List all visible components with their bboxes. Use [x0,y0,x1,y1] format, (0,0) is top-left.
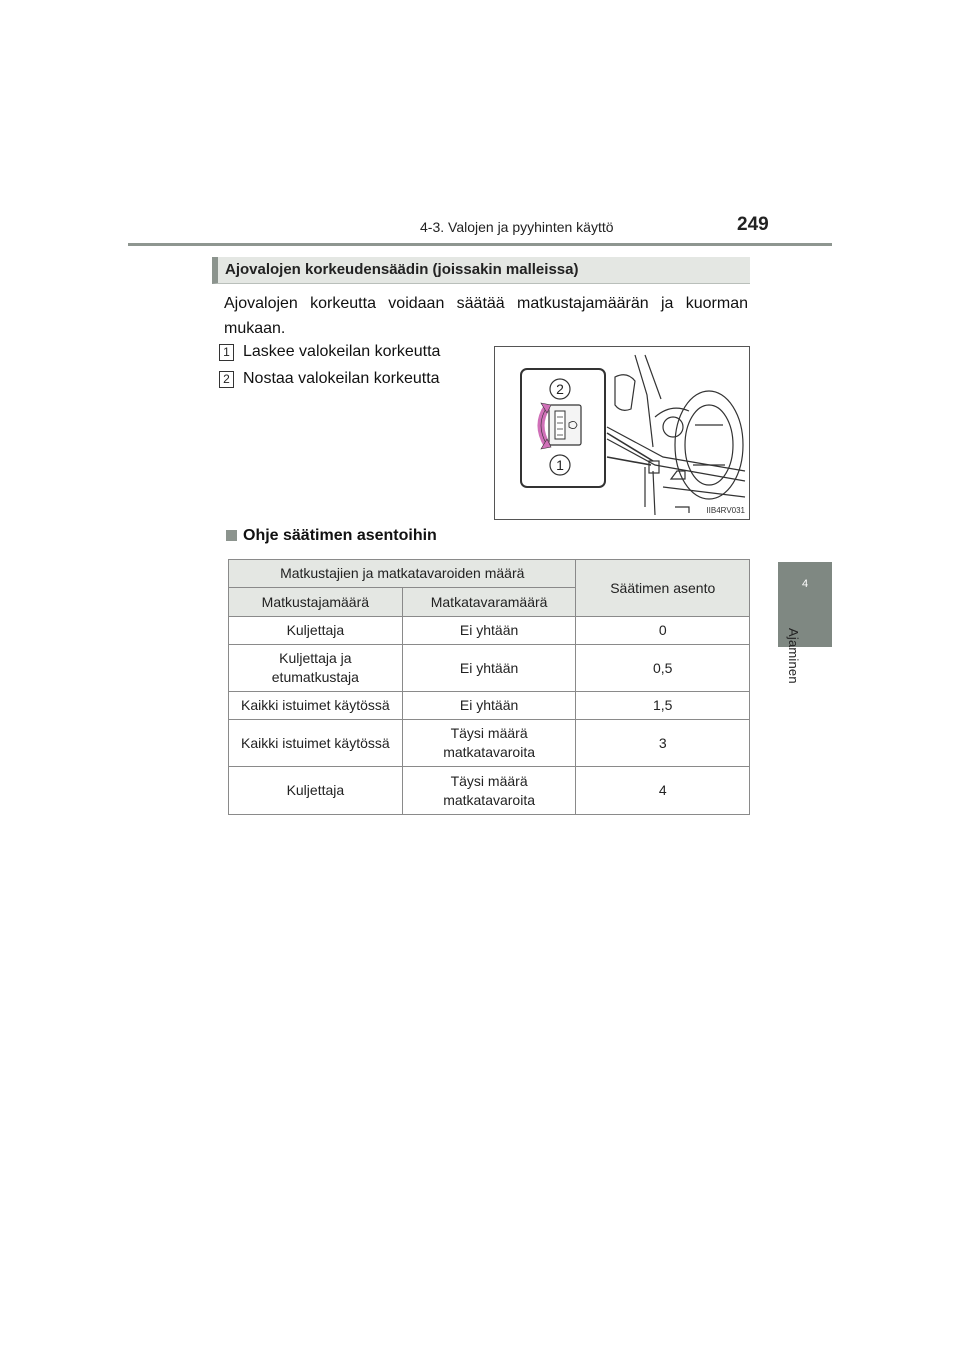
cell-luggage: Ei yhtään [402,692,576,720]
header-group-cell: Matkustajien ja matkatavaroiden määrä [229,560,576,588]
section-title: Ajovalojen korkeudensäädin (joissakin malleissa) [225,261,579,278]
table-row [229,692,750,720]
header-passengers-cell: Matkustajamäärä [229,588,403,617]
header-rule [128,243,832,246]
item-number-1: 1 [219,344,234,361]
figure-callout-2: 2 [556,381,564,397]
cell-passengers: Kuljettaja [229,767,403,815]
cell-position: 0 [576,617,750,645]
page-number: 249 [737,214,769,235]
chapter-label [786,628,802,698]
chapter-number: 4 [801,578,809,590]
section-title-bar [212,257,750,284]
subheading: Ohje säätimen asentoihin [243,527,437,544]
header-position-cell: Säätimen asento [576,560,750,617]
cell-passengers: Kaikki istuimet käytössä [229,692,403,720]
table-row [229,767,750,815]
cell-luggage: Ei yhtään [402,645,576,692]
chapter-label-text: Ajaminen [786,628,801,684]
running-header-section: 4-3. Valojen ja pyyhinten käyttö [420,219,614,235]
table-header-row [229,560,750,588]
item-number-2: 2 [219,371,234,388]
figure-callout-1: 1 [556,457,564,473]
cell-passengers: Kaikki istuimet käytössä [229,720,403,767]
cell-passengers: Kuljettaja ja etumatkustaja [229,645,403,692]
cell-position: 4 [576,767,750,815]
table-row [229,645,750,692]
table-row [229,720,750,767]
cell-luggage: Täysi määrä matkatavaroita [402,720,576,767]
figure-code: IIB4RV031 [706,506,745,515]
table-row [229,617,750,645]
item-text-2: Nostaa valokeilan korkeutta [243,370,440,387]
intro-paragraph: Ajovalojen korkeutta voidaan säätää matkustajamäärän ja kuorman mukaan. [224,295,748,337]
subheading-bullet [226,530,237,541]
headlight-leveler-illustration [494,346,750,520]
cell-luggage: Ei yhtään [402,617,576,645]
cell-luggage: Täysi määrä matkatavaroita [402,767,576,815]
dashboard-drawing [495,347,749,519]
item-text-1: Laskee valokeilan korkeutta [243,343,441,360]
cell-position: 3 [576,720,750,767]
cell-position: 1,5 [576,692,750,720]
leveler-position-table [228,559,750,815]
cell-position: 0,5 [576,645,750,692]
cell-passengers: Kuljettaja [229,617,403,645]
header-luggage-cell: Matkatavaramäärä [402,588,576,617]
